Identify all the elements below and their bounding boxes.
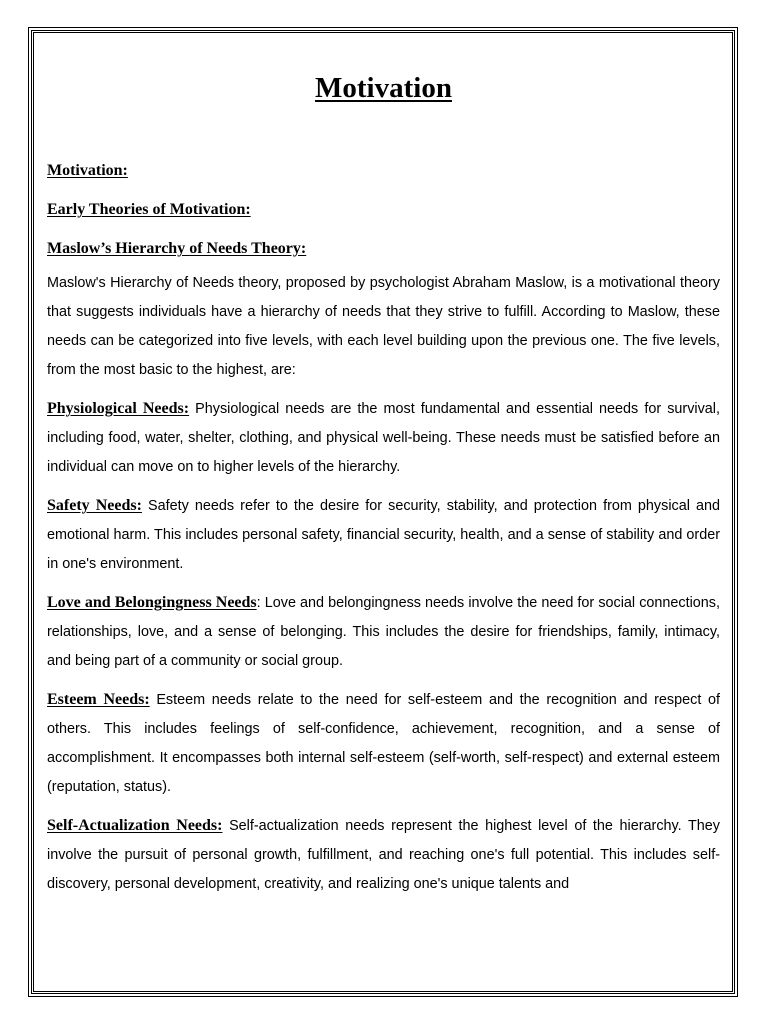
heading-maslow: Maslow’s Hierarchy of Needs Theory: [47,240,307,257]
need-text: Esteem needs relate to the need for self-esteem and the recognition and respect of others. This includes feelings of self-confidence, achievement, recognition, and a sense of accomplishment. It encompasses both internal self-esteem (self-worth, self-respect) and external esteem (reputation, status). [47,692,720,795]
heading-early-theories: Early Theories of Motivation: [47,201,251,218]
need-text: Physiological needs are the most fundamental and essential needs for survival, including food, water, shelter, clothing, and physical well-being. These needs must be satisfied before an individual can move on to higher levels of the hierarchy. [47,401,720,475]
need-esteem [47,685,720,802]
need-text: : Love and belongingness needs involve the need for social connections, relationships, love, and a sense of belonging. This includes the desire for friendships, family, intimacy, and being part of a community or social group. [47,595,721,669]
need-text: Safety needs refer to the desire for security, stability, and protection from physical and emotional harm. This includes personal safety, financial security, health, and a sense of stability and order in one's environment. [47,498,720,572]
heading-motivation: Motivation: [47,162,128,179]
need-term: Self-Actualization Needs: [47,817,223,834]
need-self-actualization [47,811,720,899]
need-term: Love and Belongingness Needs [47,594,257,611]
need-text: Self-actualization needs represent the highest level of the hierarchy. They involve the pursuit of personal growth, fulfillment, and reaching one's full potential. This includes self-discovery, personal development, creativity, and realizing one's unique talents and [47,818,720,892]
document-body [47,70,720,908]
need-term: Physiological Needs: [47,400,190,417]
intro-paragraph: Maslow's Hierarchy of Needs theory, proposed by psychologist Abraham Maslow, is a motivational theory that suggests individuals have a hierarchy of needs that they strive to fulfill. According to Maslow, these needs can be categorized into five levels, with each level building upon the previous one. The five levels, from the most basic to the highest, are: [47,275,720,378]
page-title: Motivation [315,72,452,104]
need-term: Safety Needs: [47,497,142,514]
need-love-belongingness [47,588,720,676]
need-term: Esteem Needs: [47,691,150,708]
need-safety [47,491,720,579]
need-physiological [47,394,720,482]
